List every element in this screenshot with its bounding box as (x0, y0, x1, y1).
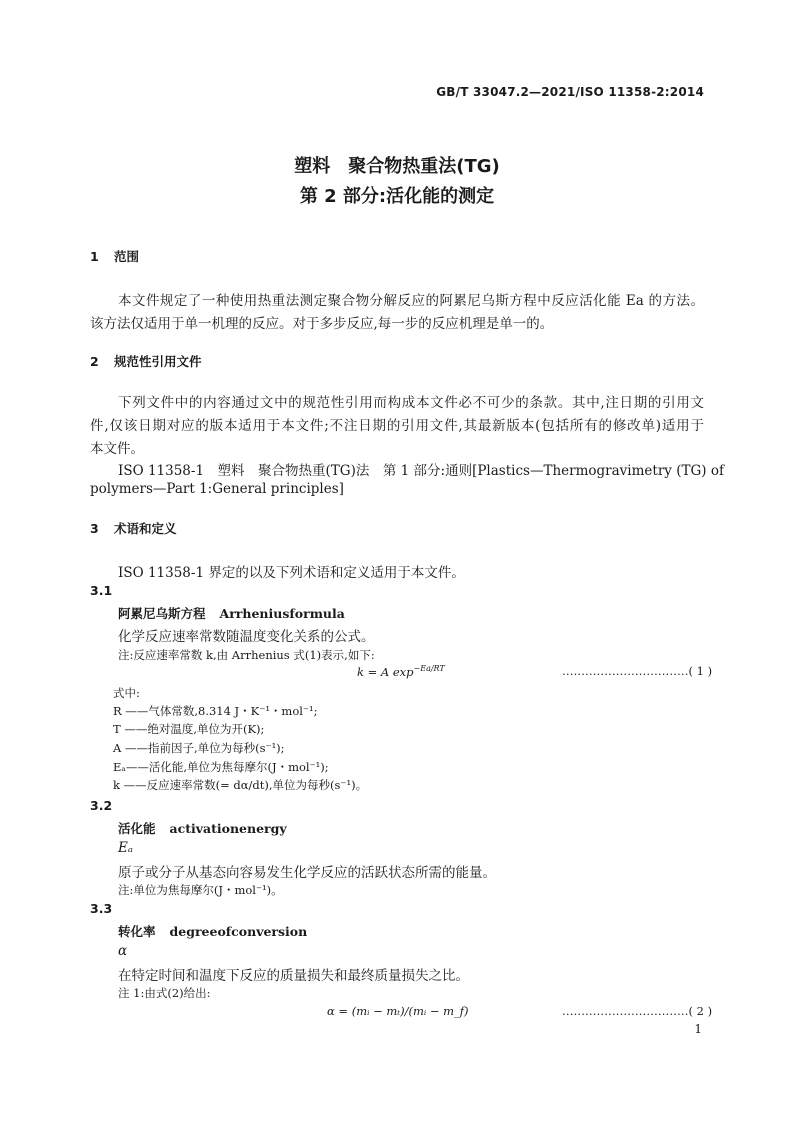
normative-paragraph-line: 件,仅该日期对应的版本适用于本文件;不注日期的引用文件,其最新版本(包括所有的修改单)适用于 (90, 418, 704, 434)
equation-2: α = (mᵢ − mₜ)/(mᵢ − m_f) (327, 1004, 469, 1018)
variable-definition: A ——指前因子,单位为每秒(s⁻¹); (113, 741, 285, 755)
document-title-line1: 塑料 聚合物热重法(TG) (294, 156, 500, 177)
clause-number-3-3: 3.3 (90, 901, 113, 916)
equation-1 (357, 664, 445, 679)
term-cn: 活化能 (118, 821, 156, 836)
equation-2-number (562, 1004, 712, 1018)
term-note: 注 1:由式(2)给出: (118, 986, 211, 1000)
variable-definition: Eₐ——活化能,单位为焦每摩尔(J・mol⁻¹); (113, 760, 329, 774)
where-label: 式中: (113, 686, 140, 700)
clause-number-3-2: 3.2 (90, 798, 113, 813)
term-degree-of-conversion (118, 922, 307, 940)
section-title: 规范性引用文件 (114, 354, 202, 369)
clause-number-3-1: 3.1 (90, 583, 113, 598)
terms-intro: ISO 11358-1 界定的以及下列术语和定义适用于本文件。 (118, 565, 465, 581)
equation-1-exponent: −Ea/RT (413, 664, 445, 673)
equation-1-body: k = A exp (357, 664, 414, 679)
section-title: 范围 (114, 249, 140, 264)
variable-definition: T ——绝对温度,单位为开(K); (113, 722, 265, 736)
term-activation-energy (118, 819, 287, 837)
equation-number: ( 2 ) (688, 1004, 713, 1018)
scope-paragraph-line: 该方法仅适用于单一机理的反应。对于多步反应,每一步的反应机理是单一的。 (90, 316, 554, 332)
section-title: 术语和定义 (114, 521, 177, 536)
standard-number-header: GB/T 33047.2—2021/ISO 11358-2:2014 (436, 85, 704, 99)
term-symbol: α (118, 943, 128, 959)
document-title-line2: 第 2 部分:活化能的测定 (299, 186, 495, 207)
section-heading-normative (90, 352, 202, 370)
equation-1-number (562, 664, 712, 678)
term-cn: 转化率 (118, 924, 156, 939)
term-definition: 化学反应速率常数随温度变化关系的公式。 (118, 629, 375, 645)
reference-entry-line: polymers—Part 1:General principles] (90, 481, 344, 497)
term-symbol: Eₐ (118, 840, 133, 856)
equation-number: ( 1 ) (688, 664, 713, 678)
equation-leader-dots: …………………………… (562, 664, 689, 678)
term-note: 注:反应速率常数 k,由 Arrhenius 式(1)表示,如下: (118, 648, 375, 662)
section-heading-terms (90, 519, 177, 537)
variable-definition: R ——气体常数,8.314 J・K⁻¹・mol⁻¹; (113, 704, 318, 718)
term-definition: 原子或分子从基态向容易发生化学反应的活跃状态所需的能量。 (118, 865, 496, 881)
section-number: 3 (90, 521, 99, 536)
page-number: 1 (694, 1022, 702, 1036)
normative-paragraph-line: 下列文件中的内容通过文中的规范性引用而构成本文件必不可少的条款。其中,注日期的引用文 (118, 395, 704, 411)
section-number: 1 (90, 249, 99, 264)
term-cn: 阿累尼乌斯方程 (118, 606, 206, 621)
section-heading-scope (90, 247, 139, 265)
term-note: 注:单位为焦每摩尔(J・mol⁻¹)。 (118, 883, 283, 897)
scope-paragraph-line: 本文件规定了一种使用热重法测定聚合物分解反应的阿累尼乌斯方程中反应活化能 Ea 的方法。 (118, 293, 704, 309)
equation-leader-dots: …………………………… (562, 1004, 689, 1018)
term-en: activationenergy (169, 821, 287, 836)
section-number: 2 (90, 354, 99, 369)
reference-entry-line: ISO 11358-1 塑料 聚合物热重(TG)法 第 1 部分:通则[Plastics—Thermogravimetry (TG) of (118, 463, 724, 479)
term-definition: 在特定时间和温度下反应的质量损失和最终质量损失之比。 (118, 968, 469, 984)
term-arrhenius (118, 604, 345, 622)
normative-paragraph-line: 本文件。 (90, 441, 144, 457)
term-en: degreeofconversion (169, 924, 308, 939)
term-en: Arrheniusformula (219, 606, 345, 621)
variable-definition: k ——反应速率常数(= dα/dt),单位为每秒(s⁻¹)。 (113, 778, 368, 792)
